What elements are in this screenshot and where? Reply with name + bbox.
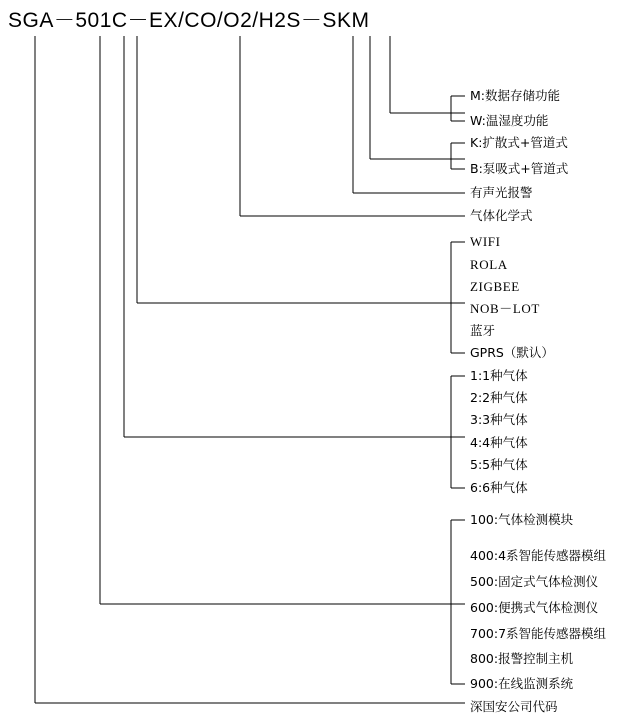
branch-label-channels: 3:3种气体 (470, 412, 528, 427)
branch-label-series: 400:4系智能传感器模组 (470, 548, 607, 563)
branch-label-comm: ZIGBEE (470, 279, 520, 294)
branch-label-comm: 蓝牙 (470, 323, 496, 338)
branch-label-comm: ROLA (470, 257, 508, 272)
branch-label-comm: GPRS（默认） (470, 345, 554, 360)
branch-label-storage: M:数据存储功能 (470, 88, 560, 103)
branch-label-sampling: B:泵吸式+管道式 (470, 161, 569, 176)
branch-label-comm: NOB－LOT (470, 301, 540, 316)
branch-label-channels: 5:5种气体 (470, 457, 528, 472)
branch-label-channels: 2:2种气体 (470, 390, 528, 405)
branch-label-series: 700:7系智能传感器模组 (470, 626, 607, 641)
branch-label-series: 100:气体检测模块 (470, 512, 574, 527)
branch-label-alarm: 有声光报警 (470, 185, 533, 200)
branch-label-channels: 4:4种气体 (470, 435, 528, 450)
branch-label-channels: 1:1种气体 (470, 368, 528, 383)
branch-label-sampling: K:扩散式+管道式 (470, 135, 568, 150)
branch-label-series: 600:便携式气体检测仪 (470, 600, 599, 615)
branch-label-storage: W:温湿度功能 (470, 113, 549, 128)
branch-label-gastype: 气体化学式 (470, 208, 533, 223)
branch-label-series: 900:在线监测系统 (470, 676, 574, 691)
page-title: SGA－501C－EX/CO/O2/H2S－SKM (8, 9, 370, 32)
branch-label-comm: WIFI (470, 234, 501, 249)
branch-label-series: 500:固定式气体检测仪 (470, 574, 599, 589)
branch-label-channels: 6:6种气体 (470, 480, 528, 495)
branch-label-company: 深国安公司代码 (470, 699, 558, 713)
branch-label-series: 800:报警控制主机 (470, 651, 574, 666)
